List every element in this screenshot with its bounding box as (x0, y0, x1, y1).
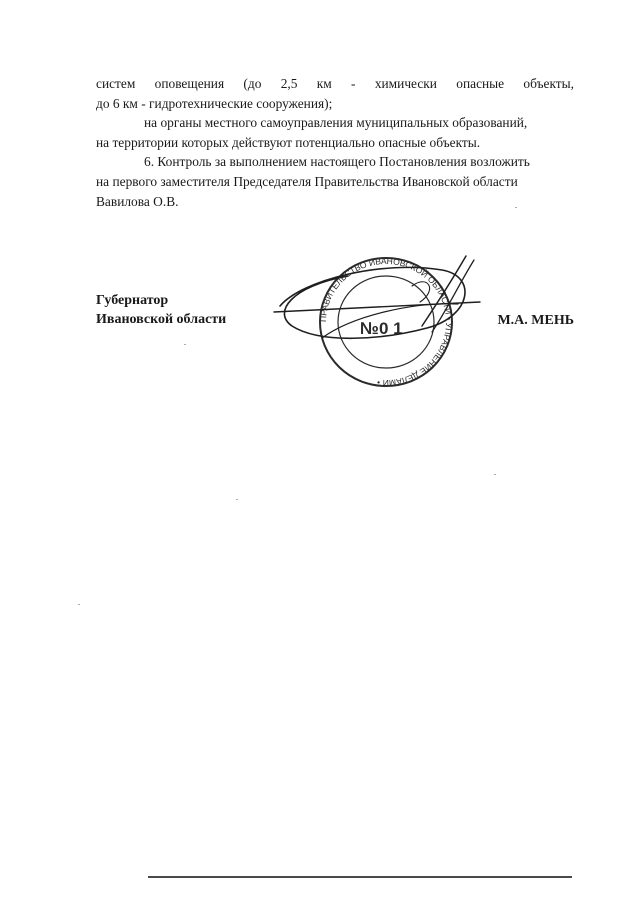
signatory-title-line: Ивановской области (96, 312, 227, 327)
scan-speck (184, 344, 186, 345)
paragraph-line: на органы местного самоуправления муниципальных образований, (144, 115, 528, 131)
paragraph-line: систем оповещения (до 2,5 км - химически опасные объекты, (96, 76, 574, 91)
scan-speck (494, 474, 496, 475)
signatory-name: М.А. МЕНЬ (497, 313, 574, 328)
scan-speck (515, 207, 517, 208)
paragraph-line: 6. Контроль за выполнением настоящего Постановления возложить (144, 154, 530, 170)
scan-speck (78, 604, 80, 605)
footer-rule (148, 876, 572, 878)
signatory-title (96, 291, 226, 329)
paragraph-line: на территории которых действуют потенциально опасные объекты. (96, 134, 481, 150)
stamp-ring-textpath: ПРАВИТЕЛЬСТВО ИВАНОВСКОЙ ОБЛАСТИ • УПРАВЛЕНИЕ ДЕЛАМИ • (317, 255, 455, 389)
stamp-number: №0 1 (360, 319, 403, 338)
signature-block (96, 291, 574, 331)
paragraph-line: Вавилова О.В. (96, 193, 179, 209)
scan-speck (236, 499, 238, 500)
signatory-title-line: Губернатор (96, 293, 169, 308)
document-body (96, 74, 574, 211)
paragraph-line: до 6 км - гидротехнические сооружения); (96, 95, 333, 111)
paragraph-line: на первого заместителя Председателя Правительства Ивановской области (96, 173, 518, 189)
